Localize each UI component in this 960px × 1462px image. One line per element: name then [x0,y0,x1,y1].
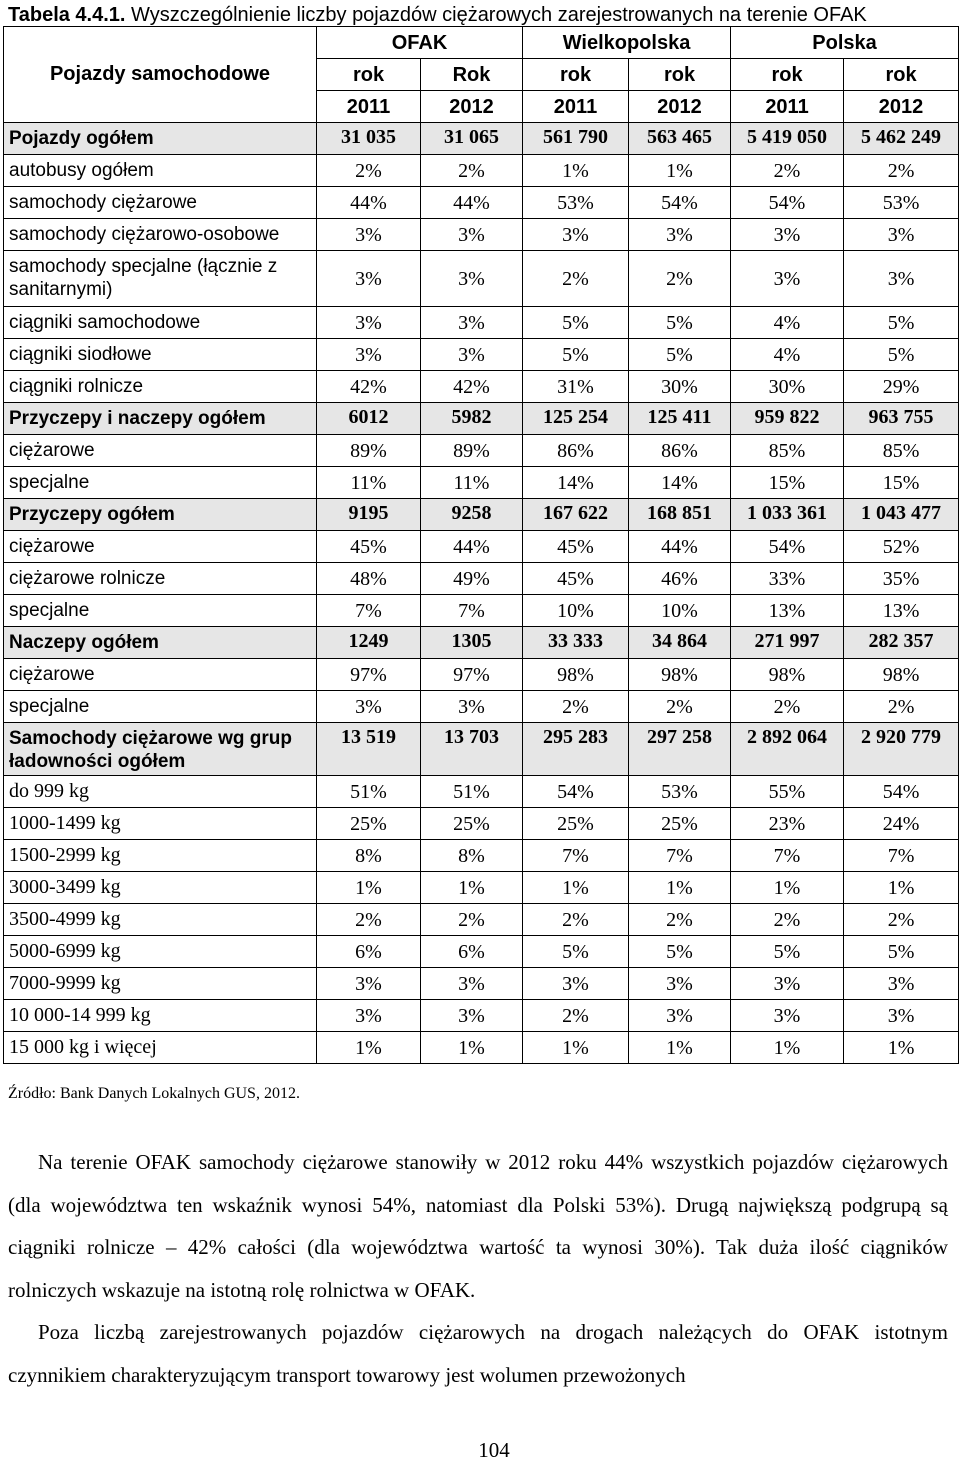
cell-value: 5% [629,339,731,371]
cell-value: 45% [317,531,421,563]
cell-value: 3% [421,251,523,307]
rok-header: rok [844,59,959,91]
cell-value: 3% [629,968,731,1000]
cell-value: 15% [731,467,844,499]
cell-value: 3% [844,219,959,251]
cell-value: 297 258 [629,723,731,776]
cell-value: 2% [523,1000,629,1032]
cell-value: 959 822 [731,403,844,435]
page-number: 104 [478,1438,510,1462]
cell-value: 53% [844,187,959,219]
cell-value: 3% [317,691,421,723]
cell-value: 1% [421,1032,523,1064]
table-row [4,371,959,403]
cell-value: 6% [317,936,421,968]
cell-value: 1 043 477 [844,499,959,531]
cell-value: 3% [317,307,421,339]
table-row [4,339,959,371]
cell-value: 1% [629,1032,731,1064]
row-label: ciężarowe [4,435,317,467]
cell-value: 2% [317,904,421,936]
rok-header: rok [731,59,844,91]
cell-value: 49% [421,563,523,595]
cell-value: 2% [629,691,731,723]
table-row-total [4,627,959,659]
cell-value: 98% [629,659,731,691]
cell-value: 2% [844,691,959,723]
cell-value: 7% [844,840,959,872]
cell-value: 13 519 [317,723,421,776]
cell-value: 48% [317,563,421,595]
cell-value: 46% [629,563,731,595]
cell-value: 1% [523,155,629,187]
cell-value: 86% [629,435,731,467]
cell-value: 2 892 064 [731,723,844,776]
year-header: 2011 [317,91,421,123]
row-label: autobusy ogółem [4,155,317,187]
table-row [4,155,959,187]
cell-value: 9258 [421,499,523,531]
cell-value: 3% [629,1000,731,1032]
cell-value: 54% [523,776,629,808]
table-row [4,808,959,840]
cell-value: 51% [421,776,523,808]
cell-value: 2% [844,904,959,936]
cell-value: 89% [317,435,421,467]
cell-value: 2% [421,904,523,936]
cell-value: 24% [844,808,959,840]
cell-value: 85% [844,435,959,467]
cell-value: 2% [629,251,731,307]
cell-value: 2% [523,251,629,307]
cell-value: 25% [317,808,421,840]
cell-value: 3% [317,339,421,371]
cell-value: 1% [844,1032,959,1064]
cell-value: 14% [523,467,629,499]
year-header: 2012 [421,91,523,123]
cell-value: 34 864 [629,627,731,659]
cell-value: 33% [731,563,844,595]
cell-value: 3% [731,251,844,307]
cell-value: 25% [421,808,523,840]
row-label: 3500-4999 kg [4,904,317,936]
cell-value: 7% [731,840,844,872]
row-label: samochody specjalne (łącznie z sanitarnymi) [4,251,317,307]
region-header-ofak: OFAK [317,27,523,59]
cell-value: 3% [731,968,844,1000]
stub-header: Pojazdy samochodowe [4,27,317,123]
table-row [4,904,959,936]
table-row [4,968,959,1000]
rok-header: rok [317,59,421,91]
table-row [4,1000,959,1032]
cell-value: 5 419 050 [731,123,844,155]
cell-value: 54% [731,187,844,219]
cell-value: 53% [629,776,731,808]
cell-value: 45% [523,531,629,563]
cell-value: 2 920 779 [844,723,959,776]
table-row [4,307,959,339]
cell-value: 561 790 [523,123,629,155]
cell-value: 963 755 [844,403,959,435]
year-header: 2011 [523,91,629,123]
cell-value: 45% [523,563,629,595]
cell-value: 89% [421,435,523,467]
cell-value: 1% [523,872,629,904]
cell-value: 33 333 [523,627,629,659]
cell-value: 23% [731,808,844,840]
row-label: do 999 kg [4,776,317,808]
table-row [4,691,959,723]
row-label: ciężarowe [4,659,317,691]
cell-value: 3% [317,219,421,251]
cell-value: 31 035 [317,123,421,155]
cell-value: 3% [421,1000,523,1032]
cell-value: 25% [523,808,629,840]
row-label: ciężarowe [4,531,317,563]
cell-value: 44% [629,531,731,563]
table-row-total [4,403,959,435]
cell-value: 5% [629,307,731,339]
cell-value: 30% [731,371,844,403]
cell-value: 5982 [421,403,523,435]
cell-value: 167 622 [523,499,629,531]
row-label: 15 000 kg i więcej [4,1032,317,1064]
cell-value: 1% [317,1032,421,1064]
cell-value: 13% [844,595,959,627]
row-label: 7000-9999 kg [4,968,317,1000]
table-row [4,531,959,563]
cell-value: 30% [629,371,731,403]
cell-value: 563 465 [629,123,731,155]
cell-value: 7% [421,595,523,627]
cell-value: 98% [844,659,959,691]
cell-value: 3% [317,1000,421,1032]
cell-value: 1% [844,872,959,904]
table-source: Źródło: Bank Danych Lokalnych GUS, 2012. [8,1085,300,1102]
row-label: ciągniki rolnicze [4,371,317,403]
row-label: 5000-6999 kg [4,936,317,968]
cell-value: 53% [523,187,629,219]
cell-value: 25% [629,808,731,840]
table-row-total [4,123,959,155]
cell-value: 14% [629,467,731,499]
cell-value: 1% [421,872,523,904]
table-row [4,251,959,307]
rok-header: Rok [421,59,523,91]
cell-value: 3% [731,1000,844,1032]
cell-value: 8% [421,840,523,872]
cell-value: 3% [421,339,523,371]
cell-value: 5% [523,307,629,339]
table-row [4,840,959,872]
year-header: 2012 [629,91,731,123]
cell-value: 42% [421,371,523,403]
cell-value: 97% [317,659,421,691]
cell-value: 2% [731,155,844,187]
year-header: 2012 [844,91,959,123]
row-label: Naczepy ogółem [4,627,317,659]
cell-value: 3% [421,307,523,339]
table-caption [8,2,958,28]
cell-value: 2% [523,691,629,723]
row-label: Przyczepy ogółem [4,499,317,531]
body-paragraph-1: Na terenie OFAK samochody ciężarowe stanowiły w 2012 roku 44% wszystkich pojazdów ciężarowych (dla województwa ten wskaźnik wynosi 54%, natomiast dla Polski 53%). Drugą największą podgrupą są ciągniki rolnicze – 42% całości (dla województwa wartość ta wynosi 30%). Tak duża ilość ciągników rolniczych wskazuje na istotną rolę rolnictwa w OFAK. [8,1150,948,1302]
cell-value: 7% [317,595,421,627]
cell-value: 271 997 [731,627,844,659]
cell-value: 51% [317,776,421,808]
cell-value: 3% [421,219,523,251]
table-row [4,936,959,968]
cell-value: 5% [523,339,629,371]
cell-value: 1% [629,155,731,187]
cell-value: 5% [844,307,959,339]
cell-value: 5% [844,936,959,968]
cell-value: 282 357 [844,627,959,659]
cell-value: 3% [317,251,421,307]
cell-value: 2% [844,155,959,187]
row-label: 1000-1499 kg [4,808,317,840]
cell-value: 2% [629,904,731,936]
row-label: ciągniki siodłowe [4,339,317,371]
cell-value: 3% [844,251,959,307]
cell-value: 55% [731,776,844,808]
year-header: 2011 [731,91,844,123]
row-label: samochody ciężarowo-osobowe [4,219,317,251]
cell-value: 98% [731,659,844,691]
cell-value: 3% [523,968,629,1000]
cell-value: 5% [844,339,959,371]
cell-value: 2% [317,155,421,187]
table-header [4,27,959,123]
cell-value: 3% [731,219,844,251]
cell-value: 5% [731,936,844,968]
cell-value: 3% [523,219,629,251]
cell-value: 13 703 [421,723,523,776]
cell-value: 10% [523,595,629,627]
cell-value: 1% [731,1032,844,1064]
table-row [4,187,959,219]
row-label: specjalne [4,467,317,499]
cell-value: 2% [731,691,844,723]
cell-value: 44% [421,187,523,219]
cell-value: 5% [629,936,731,968]
cell-value: 3% [844,1000,959,1032]
cell-value: 1 033 361 [731,499,844,531]
cell-value: 4% [731,339,844,371]
cell-value: 295 283 [523,723,629,776]
cell-value: 13% [731,595,844,627]
row-label: 3000-3499 kg [4,872,317,904]
cell-value: 3% [629,219,731,251]
table-row [4,219,959,251]
cell-value: 35% [844,563,959,595]
row-label: samochody ciężarowe [4,187,317,219]
cell-value: 10% [629,595,731,627]
cell-value: 54% [629,187,731,219]
row-label: ciężarowe rolnicze [4,563,317,595]
cell-value: 1% [317,872,421,904]
cell-value: 29% [844,371,959,403]
table-row [4,435,959,467]
cell-value: 125 254 [523,403,629,435]
cell-value: 31 065 [421,123,523,155]
cell-value: 2% [731,904,844,936]
table-row [4,595,959,627]
cell-value: 54% [844,776,959,808]
cell-value: 1% [629,872,731,904]
table-body [4,123,959,1064]
cell-value: 1249 [317,627,421,659]
row-label: Przyczepy i naczepy ogółem [4,403,317,435]
table-number: Tabela 4.4.1. [8,4,126,26]
cell-value: 44% [421,531,523,563]
cell-value: 1% [731,872,844,904]
table-row [4,872,959,904]
cell-value: 3% [421,691,523,723]
table-title: Wyszczególnienie liczby pojazdów ciężarowych zarejestrowanych na terenie OFAK [131,4,867,26]
cell-value: 6012 [317,403,421,435]
cell-value: 11% [317,467,421,499]
table-row [4,659,959,691]
row-label: 1500-2999 kg [4,840,317,872]
row-label: specjalne [4,595,317,627]
cell-value: 2% [421,155,523,187]
row-label: ciągniki samochodowe [4,307,317,339]
cell-value: 1305 [421,627,523,659]
row-label: 10 000-14 999 kg [4,1000,317,1032]
cell-value: 3% [317,968,421,1000]
cell-value: 11% [421,467,523,499]
table-row [4,563,959,595]
rok-header: rok [523,59,629,91]
region-header-polska: Polska [731,27,959,59]
cell-value: 2% [523,904,629,936]
row-label: Samochody ciężarowe wg grup ładowności ogółem [4,723,317,776]
cell-value: 85% [731,435,844,467]
cell-value: 15% [844,467,959,499]
cell-value: 44% [317,187,421,219]
table-row-total [4,723,959,776]
cell-value: 54% [731,531,844,563]
row-label: Pojazdy ogółem [4,123,317,155]
cell-value: 31% [523,371,629,403]
table-row [4,1032,959,1064]
cell-value: 5% [523,936,629,968]
cell-value: 5 462 249 [844,123,959,155]
cell-value: 7% [523,840,629,872]
cell-value: 3% [421,968,523,1000]
cell-value: 168 851 [629,499,731,531]
region-header-wielkopolska: Wielkopolska [523,27,731,59]
cell-value: 9195 [317,499,421,531]
cell-value: 42% [317,371,421,403]
cell-value: 1% [523,1032,629,1064]
cell-value: 86% [523,435,629,467]
cell-value: 7% [629,840,731,872]
cell-value: 8% [317,840,421,872]
vehicle-table [3,26,959,1064]
table-row-total [4,499,959,531]
cell-value: 98% [523,659,629,691]
cell-value: 4% [731,307,844,339]
rok-header: rok [629,59,731,91]
cell-value: 97% [421,659,523,691]
cell-value: 125 411 [629,403,731,435]
cell-value: 6% [421,936,523,968]
cell-value: 52% [844,531,959,563]
body-paragraph-2: Poza liczbą zarejestrowanych pojazdów ciężarowych na drogach należących do OFAK istotnym czynnikiem charakteryzującym transport towarowy jest wolumen przewożonych [8,1320,948,1387]
table-row [4,467,959,499]
table-row [4,776,959,808]
row-label: specjalne [4,691,317,723]
cell-value: 3% [844,968,959,1000]
